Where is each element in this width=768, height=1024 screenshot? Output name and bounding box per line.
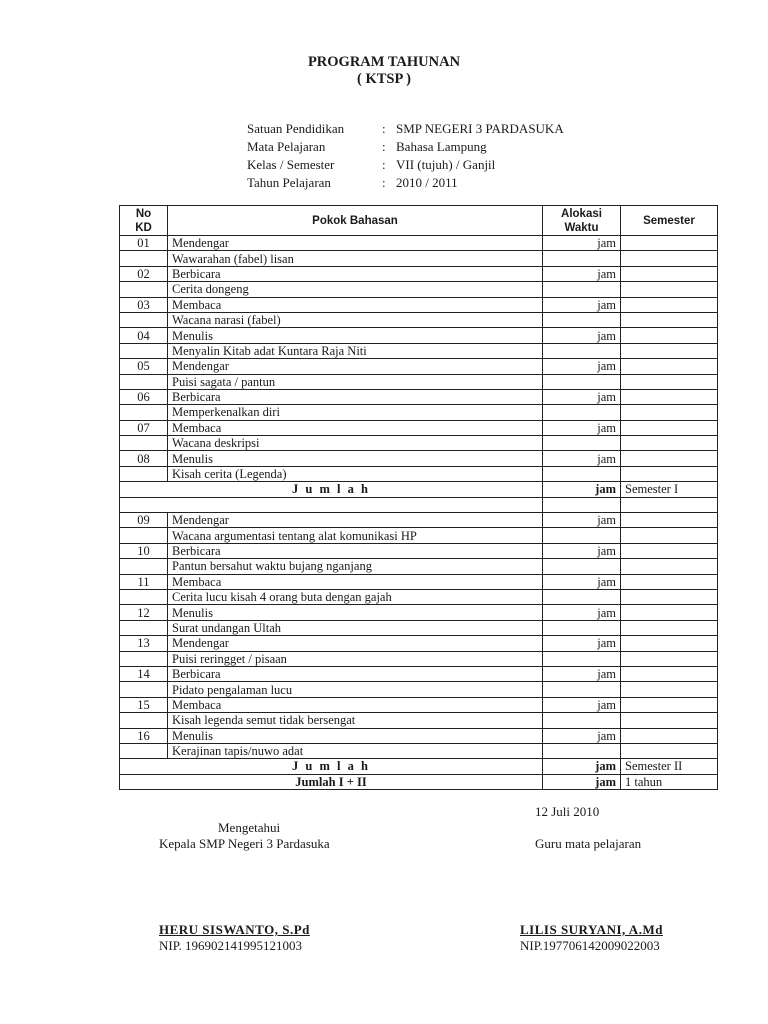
empty-cell	[120, 497, 543, 512]
kd-number: 11	[120, 574, 168, 589]
table-row	[120, 605, 718, 620]
time-allocation: jam	[543, 666, 621, 681]
subtopic-cell: Wacana narasi (fabel)	[168, 312, 543, 327]
info-separator: :	[382, 175, 386, 190]
table-row	[120, 620, 718, 635]
document-title: PROGRAM TAHUNAN	[307, 54, 461, 70]
empty-cell	[621, 374, 718, 389]
empty-cell	[543, 466, 621, 481]
kd-number: 07	[120, 420, 168, 435]
total-row	[120, 482, 718, 497]
table-row	[120, 697, 718, 712]
table-row	[120, 343, 718, 358]
info-row	[247, 175, 564, 193]
info-value: VII (tujuh) / Ganjil	[396, 157, 496, 172]
empty-cell	[621, 559, 718, 574]
info-row	[247, 139, 564, 157]
subtopic-cell: Wacana argumentasi tentang alat komunikasi HP	[168, 528, 543, 543]
semester-cell	[621, 728, 718, 743]
info-separator: :	[382, 121, 386, 136]
kd-number: 10	[120, 543, 168, 558]
table-row	[120, 636, 718, 651]
table-row	[120, 651, 718, 666]
empty-cell	[543, 528, 621, 543]
subtopic-cell: Wacana deskripsi	[168, 436, 543, 451]
empty-cell	[543, 589, 621, 604]
kd-number: 14	[120, 666, 168, 681]
total-time: jam	[543, 759, 621, 774]
empty-cell	[621, 651, 718, 666]
empty-cell	[543, 343, 621, 358]
table-row	[120, 451, 718, 466]
headmaster-name: HERU SISWANTO, S.Pd	[159, 922, 310, 937]
empty-cell	[621, 282, 718, 297]
headmaster-title: Kepala SMP Negeri 3 Pardasuka	[159, 836, 330, 851]
program-table	[119, 205, 718, 790]
time-allocation: jam	[543, 389, 621, 404]
empty-cell	[120, 620, 168, 635]
topic-cell: Mendengar	[168, 513, 543, 528]
kd-number: 01	[120, 236, 168, 251]
kd-number: 13	[120, 636, 168, 651]
semester-cell	[621, 513, 718, 528]
subtopic-cell: Surat undangan Ultah	[168, 620, 543, 635]
kd-number: 09	[120, 513, 168, 528]
topic-cell: Berbicara	[168, 266, 543, 281]
table-row	[120, 543, 718, 558]
empty-cell	[621, 466, 718, 481]
subtopic-cell: Puisi reringget / pisaan	[168, 651, 543, 666]
empty-cell	[543, 312, 621, 327]
table-row	[120, 682, 718, 697]
empty-cell	[120, 374, 168, 389]
semester-cell	[621, 359, 718, 374]
kd-number: 15	[120, 697, 168, 712]
total-row	[120, 759, 718, 774]
table-row	[120, 574, 718, 589]
subtopic-cell: Puisi sagata / pantun	[168, 374, 543, 389]
subtopic-cell: Wawarahan (fabel) lisan	[168, 251, 543, 266]
table-row	[120, 513, 718, 528]
semester-cell	[621, 389, 718, 404]
table-row	[120, 528, 718, 543]
time-allocation: jam	[543, 266, 621, 281]
empty-cell	[621, 312, 718, 327]
total-time: jam	[543, 482, 621, 497]
info-value: Bahasa Lampung	[396, 139, 487, 154]
total-label: J u m l a h	[120, 482, 543, 497]
time-allocation: jam	[543, 697, 621, 712]
table-row	[120, 466, 718, 481]
total-semester: Semester I	[621, 482, 718, 497]
info-value: 2010 / 2011	[396, 175, 458, 190]
semester-cell	[621, 297, 718, 312]
empty-cell	[621, 528, 718, 543]
table-row	[120, 405, 718, 420]
empty-cell	[120, 312, 168, 327]
empty-cell	[621, 497, 718, 512]
empty-cell	[621, 713, 718, 728]
subtopic-cell: Cerita dongeng	[168, 282, 543, 297]
empty-cell	[120, 743, 168, 758]
topic-cell: Mendengar	[168, 236, 543, 251]
teacher-title: Guru mata pelajaran	[535, 836, 642, 851]
table-row	[120, 282, 718, 297]
subtopic-cell: Kisah legenda semut tidak bersengat	[168, 713, 543, 728]
semester-cell	[621, 236, 718, 251]
spacer-row	[120, 497, 718, 512]
total-time: jam	[543, 774, 621, 789]
table-row	[120, 374, 718, 389]
empty-cell	[621, 620, 718, 635]
time-allocation: jam	[543, 297, 621, 312]
empty-cell	[543, 713, 621, 728]
total-row	[120, 774, 718, 789]
info-label: Mata Pelajaran	[247, 139, 326, 154]
info-row	[247, 121, 564, 139]
info-label: Tahun Pelajaran	[247, 175, 331, 190]
kd-number: 16	[120, 728, 168, 743]
semester-cell	[621, 543, 718, 558]
empty-cell	[543, 559, 621, 574]
subtopic-cell: Kerajinan tapis/nuwo adat	[168, 743, 543, 758]
subtopic-cell: Menyalin Kitab adat Kuntara Raja Niti	[168, 343, 543, 358]
empty-cell	[120, 713, 168, 728]
empty-cell	[621, 436, 718, 451]
acknowledged-label: Mengetahui	[218, 820, 281, 835]
time-allocation: jam	[543, 420, 621, 435]
semester-cell	[621, 697, 718, 712]
topic-cell: Membaca	[168, 297, 543, 312]
topic-cell: Mendengar	[168, 359, 543, 374]
semester-cell	[621, 636, 718, 651]
topic-cell: Membaca	[168, 420, 543, 435]
subtopic-cell: Kisah cerita (Legenda)	[168, 466, 543, 481]
info-separator: :	[382, 139, 386, 154]
empty-cell	[120, 343, 168, 358]
empty-cell	[621, 405, 718, 420]
empty-cell	[120, 251, 168, 266]
table-header-row	[120, 206, 718, 236]
kd-number: 03	[120, 297, 168, 312]
empty-cell	[120, 466, 168, 481]
empty-cell	[543, 374, 621, 389]
kd-number: 02	[120, 266, 168, 281]
table-row	[120, 251, 718, 266]
topic-cell: Membaca	[168, 574, 543, 589]
topic-cell: Menulis	[168, 605, 543, 620]
empty-cell	[621, 682, 718, 697]
table-row	[120, 420, 718, 435]
table-row	[120, 589, 718, 604]
empty-cell	[120, 682, 168, 697]
table-row	[120, 297, 718, 312]
info-block	[247, 121, 564, 193]
total-label: Jumlah I + II	[120, 774, 543, 789]
empty-cell	[120, 651, 168, 666]
empty-cell	[543, 682, 621, 697]
table-row	[120, 312, 718, 327]
empty-cell	[621, 589, 718, 604]
time-allocation: jam	[543, 574, 621, 589]
table-row	[120, 743, 718, 758]
kd-number: 08	[120, 451, 168, 466]
kd-number: 05	[120, 359, 168, 374]
table-row	[120, 728, 718, 743]
header-alokasi-waktu: Alokasi Waktu	[543, 206, 621, 236]
info-label: Satuan Pendidikan	[247, 121, 345, 136]
header-no-kd: No KD	[120, 206, 168, 236]
header-pokok-bahasan: Pokok Bahasan	[168, 206, 543, 236]
headmaster-nip: NIP. 196902141995121003	[159, 938, 303, 953]
empty-cell	[120, 559, 168, 574]
topic-cell: Menulis	[168, 451, 543, 466]
topic-cell: Menulis	[168, 728, 543, 743]
semester-cell	[621, 420, 718, 435]
topic-cell: Menulis	[168, 328, 543, 343]
total-label: J u m l a h	[120, 759, 543, 774]
empty-cell	[120, 528, 168, 543]
table-row	[120, 666, 718, 681]
empty-cell	[120, 589, 168, 604]
empty-cell	[543, 620, 621, 635]
empty-cell	[120, 436, 168, 451]
empty-cell	[543, 251, 621, 266]
time-allocation: jam	[543, 728, 621, 743]
topic-cell: Berbicara	[168, 389, 543, 404]
topic-cell: Membaca	[168, 697, 543, 712]
empty-cell	[543, 436, 621, 451]
semester-cell	[621, 451, 718, 466]
empty-cell	[120, 405, 168, 420]
table-row	[120, 328, 718, 343]
table-row	[120, 436, 718, 451]
signing-date: 12 Juli 2010	[535, 804, 600, 819]
header-semester: Semester	[621, 206, 718, 236]
subtopic-cell: Memperkenalkan diri	[168, 405, 543, 420]
semester-cell	[621, 666, 718, 681]
table-row	[120, 236, 718, 251]
semester-cell	[621, 574, 718, 589]
info-label: Kelas / Semester	[247, 157, 335, 172]
document-subtitle: ( KTSP )	[357, 71, 411, 87]
empty-cell	[543, 651, 621, 666]
teacher-nip: NIP.197706142009022003	[520, 938, 660, 953]
subtopic-cell: Pantun bersahut waktu bujang nganjang	[168, 559, 543, 574]
semester-cell	[621, 266, 718, 281]
table-row	[120, 266, 718, 281]
kd-number: 04	[120, 328, 168, 343]
teacher-name: LILIS SURYANI, A.Md	[520, 922, 663, 937]
empty-cell	[621, 343, 718, 358]
empty-cell	[543, 405, 621, 420]
kd-number: 12	[120, 605, 168, 620]
subtopic-cell: Pidato pengalaman lucu	[168, 682, 543, 697]
time-allocation: jam	[543, 451, 621, 466]
empty-cell	[543, 743, 621, 758]
time-allocation: jam	[543, 328, 621, 343]
empty-cell	[543, 282, 621, 297]
info-separator: :	[382, 157, 386, 172]
empty-cell	[621, 251, 718, 266]
empty-cell	[543, 497, 621, 512]
info-value: SMP NEGERI 3 PARDASUKA	[396, 121, 564, 136]
total-semester: Semester II	[621, 759, 718, 774]
table-row	[120, 559, 718, 574]
semester-cell	[621, 328, 718, 343]
time-allocation: jam	[543, 236, 621, 251]
topic-cell: Berbicara	[168, 666, 543, 681]
kd-number: 06	[120, 389, 168, 404]
table-row	[120, 389, 718, 404]
time-allocation: jam	[543, 359, 621, 374]
topic-cell: Berbicara	[168, 543, 543, 558]
total-semester: 1 tahun	[621, 774, 718, 789]
empty-cell	[621, 743, 718, 758]
empty-cell	[120, 282, 168, 297]
time-allocation: jam	[543, 543, 621, 558]
table-row	[120, 713, 718, 728]
table-body	[120, 236, 718, 790]
topic-cell: Mendengar	[168, 636, 543, 651]
time-allocation: jam	[543, 513, 621, 528]
time-allocation: jam	[543, 605, 621, 620]
info-row	[247, 157, 564, 175]
time-allocation: jam	[543, 636, 621, 651]
table-row	[120, 359, 718, 374]
semester-cell	[621, 605, 718, 620]
subtopic-cell: Cerita lucu kisah 4 orang buta dengan gajah	[168, 589, 543, 604]
